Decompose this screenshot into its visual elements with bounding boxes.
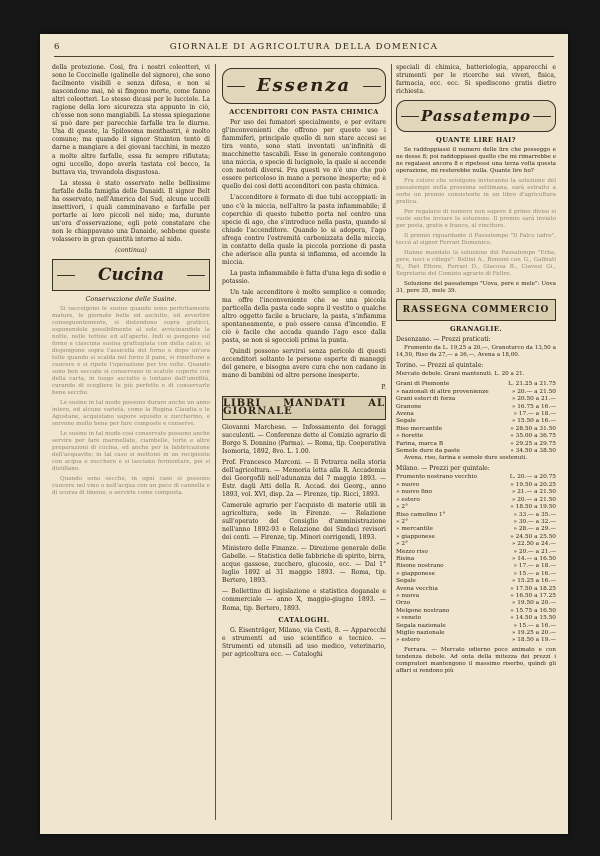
price-row [396,637,556,644]
market-city: Milano. — Prezzi per quintale: [396,465,490,473]
price-range: » 18.50 a 19.— [511,637,556,644]
price-row [396,526,556,533]
commodity-name: » giapponese [396,570,435,577]
commodity-name: » mercantile [396,526,433,533]
price-range: » 21.— a 21.50 [511,489,556,496]
catalog-entry: G. Eisenträger, Milano, via Cesti, 8. — Apparecchi e strumenti ad uso scientifico e tecnico. — Strumenti ed utensili ad uso medico, veterinario, per agricoltura ecc. — Cataloghi [222,626,386,658]
price-row [396,504,556,511]
price-row [396,441,556,448]
column-rule [215,64,216,820]
price-row [396,593,556,600]
price-row [396,404,556,411]
section-banner-rassegna [396,299,556,321]
price-row [396,586,556,593]
price-range: » 19.25 a 20.— [511,630,556,637]
price-row [396,563,556,570]
price-row [396,512,556,519]
ornament-icon [401,116,419,117]
column-rule [391,64,392,820]
banner-title: LIBRI MANDATI AL GIORNALE [223,397,385,417]
price-range: » 33.— a 35.— [513,511,556,518]
market-text: Frumento da L. 19,25 a 20,—, Granoturco da 13,50 a 14,50, Riso da 27,— a 36,—, Avena a 18,00. [396,345,556,359]
price-row [396,426,556,433]
signature: P. [381,383,386,391]
price-range: » 16.75 a 16.— [511,403,556,410]
price-range: » 17.— a 18.— [513,411,556,417]
price-row [396,519,556,526]
price-range: » 15.25 a 16.— [511,578,556,585]
price-table-milano [396,474,556,644]
commodity-name: Mezzo riso [396,548,428,555]
commodity-name: » nazionali di altre provenienze [396,388,489,395]
price-range: » 29.25 a 29.75 [510,440,556,447]
price-range: » 15.75 a 16.50 [510,607,556,614]
price-range: » 18.50 a 19.50 [510,504,556,511]
price-row [396,389,556,396]
price-row [396,623,556,630]
puzzle-text: Se raddoppiassi il numero delle lire che posseggo e ne desse 8; poi raddoppiassi quello che mi rimarrebbe e ne regalassi ancora 8 e ripetessi una terza volta questa operazione, mi resterebbe nulla. Quante lire ho? [396,147,556,175]
price-row [396,556,556,563]
market-city: Desenzano. — Prezzi praticati: [396,336,491,344]
column-1 [52,64,210,824]
price-range: » 17.50 a 18.25 [510,585,556,592]
commodity-name: » 2° [396,541,408,548]
commodity-name: » nuovo [396,481,420,488]
price-row [396,474,556,481]
article-text: speciali di chimica, batteriologia, apparecchi e strumenti per le ricerche sui viveri, fisica, farmacia, ecc. ecc. Si spediscono gratis dietro richiesta. [396,64,556,96]
price-row [396,615,556,622]
price-range: » 20.— a 21.50 [511,388,556,395]
article-text: Si raccolgono le susine quando sono perfettamente mature, le giornate belle ed asciutte, ed avvertire conseguentemente, si distendono sopra graticci, esponendole possibilmente al sole avvicinandole la notte, nelle tettoie ed all'aperto. Indi si pongono sul forno e ciascuna susina grattugiata con della calce, si dispongono sopra l'assicella del forno e dopo un'ora tolte quando si scalda nel forno il pane, si rimettono a cuocere e si ripete l'operazione per tre volte. Quando sono ben seccate si conservano in scatole coperte con della carta, in luogo asciutto e lontano dall'umidità, curando di scegliere le più perfette e di conservarle bene secche. [52,306,210,397]
market-text: Ferrara. — Mercato odierno poco animato e con tendenza debole. Ad onta della mitezza dei prezzi i compratori mantengono il massimo riserbo, quindi gli affari si rendono più [396,646,556,674]
article-text: La stessa è stato osservato nelle bellissime farfalle della famiglia delle Danaidi. Il signor Belt ha osservato, nell'America del Sud, alcune uccelli insettivori, i quali camminavano e farfalle per portarle ai loro piccoli nel nido; ma, durante un'ora d'osservazione, egli potè constatare che non le chiappavano una Danaide, sebbene queste volassero in gran quantità intorno al nido. [52,179,210,243]
price-row [396,630,556,637]
price-row [396,482,556,489]
book-entry: Prof. Francesco Marconi. — Il Petrarca nella storia dell'agricoltura. — Memoria letta alla R. Accademia dei Georgofili nell'adunanza del 7 maggio 1893. — Estr. dagli Atti della R. Accad. dei Georg., anno 1893, vol. XVI, disp. 2a — Firenze, tip. Ricci, 1893. [222,458,386,498]
article-text: Quindi possono servirsi senza pericolo di questi accenditori soltanto le persone esperte di maneggi del genere, e bisogna avere cura che non cadano in mano di bambini od altre persone inesperte. [222,348,386,380]
commodity-name: Riso mercantile [396,425,443,432]
running-title: GIORNALE DI AGRICOLTURA DELLA DOMENICA [169,42,439,52]
price-range: » 20.— a 21.— [513,548,556,555]
book-entry: Camerale agrario per l'acquisto di materie utili in agricoltura, sede in Firenze. — Relazione sull'operato del Consiglio d'amministrazione nell'anno 1892-93 e Relazione dei Sindaci revisori dei conti. — Firenze, tip. Minori corrigendi, 1893. [222,501,386,542]
section-subhead: Conservazione delle Susine. [85,295,177,304]
price-table-torino [396,381,556,455]
commodity-name: Grani di Piemonte [396,381,450,388]
price-range: » 14.— a 16.50 [511,555,556,562]
price-row [396,549,556,556]
commodity-name: Risina [396,555,415,562]
running-header [54,42,554,57]
price-row [396,578,556,585]
commodity-name: Granone [396,403,422,410]
price-row [396,497,556,504]
price-range: » 14.50 a 15.50 [510,615,556,622]
commodity-name: Melgone nostrano [396,607,450,614]
ornament-icon [363,86,381,87]
price-range: » 19.50 a 20.25 [510,481,556,488]
puzzle-text: Fra coloro che sciolgono invieranno la soluzione del passatempo nella prossima settimana, sarà estratto a sorte un premio consistente in un libro d'agricoltura pratica. [396,178,556,206]
price-range: » 16.50 a 17.25 [510,592,556,599]
ornament-icon [57,275,75,276]
article-text: Le susine in tal modo possono durare anche un anno intero, ed alcune varietà, come la Regina Claudia e le Agostane, acquistano sapore squisito e zuccherino, e servono molto bene per fare composte e conserve. [52,400,210,428]
banner-title: Essenza [256,74,352,96]
price-range: L. 20.— a 20.75 [509,474,556,481]
market-city: Torino. — Prezzi al quintale: [396,362,484,370]
price-range: » 19.50 a 20.— [511,600,556,607]
price-row [396,534,556,541]
price-range: L. 21.25 a 21.75 [508,381,556,388]
price-range: » 15.— a 16.— [513,570,556,577]
section-banner-essenza [222,68,386,104]
commodity-name: Segale [396,418,416,425]
commodity-name: Risone nostrano [396,563,444,570]
column-3 [396,64,556,824]
continua-note: (continua) [115,247,147,255]
section-banner-passatempo [396,100,556,132]
puzzle-heading: QUANTE LIRE HAI? [436,136,516,145]
commodity-name: » nuovo fino [396,489,433,496]
price-row [396,571,556,578]
article-text: Quando sono secche, in ogni caso si possono cuocere nel vino o nell'acqua con un poco di cannella e di scorza di limone, e servirle come composta. [52,476,210,497]
price-range: » 28.— a 29.— [513,526,556,533]
banner-title: Passatempo [420,107,532,126]
commodity-name: Segale [396,578,416,585]
price-range: » 35.00 a 36.75 [510,433,556,440]
commodity-name: Grani esteri di forza [396,396,456,403]
price-range: » 20.— a 21.50 [511,496,556,503]
article-text: della protezione. Così, fra i nostri coleotteri, vi sono le Coccinelle (galinelle del signore), che sono facilmente visibili e senza difesa, e non si nascondono mai, nè si fingono morte, come fanno altri coleotteri. Lo stesso dicasi per le lucciole. La ragione della loro sicurezza sta appunto in ciò, ch'esse non sono mangiabili. La stessa spiegazione si può dare per parecchie farfalle tra le diurne. Una di queste, la Spilosoma menthastri, è molto comune; ma quando il signor Stainton tentò di darne a mangiare a dei giovani tacchini, in mezzo a molte altre farfalle, essa fu sempre rifiutata; ogni uccello, dopo averla tastata col becco, la buttava via, trovandola disgustosa. [52,64,210,176]
price-range: » 17.— a 18.— [513,563,556,570]
price-row [396,396,556,403]
ornament-icon [187,275,205,276]
article-text: Le susine in tal modo così conservate possono anche servire per fare marmellate, ciambelle, torte e altre preparazioni di cucina, ed anche per la fabbricazione dell'acquavite; in tal caso si mettono in un recipiente con acqua e zucchero e si lasciano fermentare, poi si distillano. [52,431,210,473]
article-text: La pasta infiammabile è fatta d'una lega di sodio e potassio. [222,269,386,285]
commodity-name: Miglio nazionale [396,630,445,637]
commodity-name: » nuova [396,592,420,599]
newspaper-page [40,34,568,834]
market-text: Avena, riso, farina e semole dure sostenuti. [404,455,528,462]
article-text: Per uso dei fumatori specialmente, e per evitare gl'inconvenienti che offrono per questo uso i fiammiferi, principale quello di non stare accesi se tira vento, sono stati inventati un'infinità di macchinette tascabili. Esse in generale contengono una miccia, o specie di lucignolo, la quale si accende con metodi diversi. Fra questi ve n'è uno che può essere pericoloso in mano a persone inesperte; ed è quello dei così detti accenditori con pasta chimica. [222,119,386,191]
price-row [396,381,556,388]
commodity-name: » fiorette [396,433,424,440]
commodity-name: Segala nazionale [396,622,446,629]
price-range: » 30.— a 32.— [513,518,556,525]
commodity-name: Avena vecchia [396,585,438,592]
commodity-name: Avena [396,411,414,417]
article-heading: ACCENDITORI CON PASTA CHIMICA [229,108,379,116]
article-text: Un tale accenditore è molto semplice e comodo; ma offre l'inconveniente che se una piccola particella della pasta cade sopra il vestito o qualche altro oggetto facile a bruciare, la pasta, s'infiamma spontaneamente, e può essere causa d'incendio. E ciò è facile che accada quando l'ago esce dalla pasta, se non si sgoccioli prima la punta. [222,288,386,345]
commodity-name: Semole dure da paste [396,448,460,455]
section-banner-cucina [52,259,210,291]
banner-title: Cucina [97,265,165,286]
price-row [396,608,556,615]
price-row [396,600,556,607]
book-entry: Giovanni Marchese. — Infossamento dei foraggi succulenti. — Conferenze dette al Comizio agrario di Borgo S. Donnino (Parma). — Roma, tip. Cooperativa Isomoria, 1892, 8vo. L. 1.00. [222,423,386,455]
book-entry: — Bollettino di legislazione e statistica doganale e commerciale — anno X, maggio-giugno 1893. — Roma, tip. Bertero, 1893. [222,588,386,612]
price-range: » 15.50 a 16.— [511,418,556,425]
article-text: L'accenditore è formato di due tubi accoppiati: in uno c'è la miccia, nell'altro la pasta infiammabile; il coperchio di questo tubetto porta nel centro una specie di ago, che s'introduce nella pasta, quando si chiude l'accenditore. Quando lo si adopera, l'ago sfrega contro l'estremità carbonizzata della miccia, in contatto della quale la piccola porzione di pasta che aderisce alla punta si infiamma, ed accende la miccia. [222,194,386,266]
puzzle-text: Per regalarsi di numero non sapere il primo diviso si vuole anche inviare la soluzione. Il premio sarà inviato per posta, gratis e franco, al vincitore. [396,209,556,230]
page-number: 6 [54,42,60,52]
price-range: » 20.50 a 21.— [511,396,556,403]
puzzle-text: Il premio riguardante il Passatempo "Il Falco ladro", toccò al signor Ferrari Domenico. [396,233,556,247]
section-banner-libri [222,396,386,420]
price-row [396,411,556,418]
commodity-name: » estero [396,496,420,503]
market-text: Mercato debole. Grani mantenuti. L. 20 a 21. [396,371,525,378]
price-range: » 24.50 a 25.50 [510,533,556,540]
book-entry: Ministero delle Finanze. — Direzione generale delle Gabelle. — Statistica delle fabbriche di spirito, birra, acque gassose, zucchero, glucosio, ecc. — Dal 1° luglio 1892 al 31 maggio 1893. — Roma, tip. Bertero, 1893. [222,545,386,585]
ornament-icon [533,116,551,117]
price-row [396,541,556,548]
ornament-icon [227,86,245,87]
commodity-name: » veneto [396,615,422,622]
price-row [396,489,556,496]
column-2 [222,64,386,824]
price-range: » 15.— a 16.— [513,622,556,629]
commodity-name: Frumento nostrano vecchio [396,474,477,481]
commodity-name: Riso camolino 1° [396,511,446,518]
commodity-name: » 2° [396,518,408,525]
commodity-name: Orzo [396,600,411,607]
puzzle-solution: Soluzione del passatempo "Uova, pere e mele": Uova 31, pere 35, mele 39. [396,281,556,295]
puzzle-text: Hanno mandato la soluzione del Passatempo "Erba, pere, noci e ciliege": Bellini A., Bonomi cav. G., Galbiati N., Pari Ettore, Ferrari D., Giacosa B., Ciavesi Gi., Segretario del Comizio agrario di Feltre. [396,250,556,278]
price-row [396,448,556,455]
commodity-name: Farina, marca B [396,440,444,447]
granaglie-heading: GRANAGLIE. [449,325,503,334]
banner-title: RASSEGNA COMMERCIO [402,305,550,316]
price-row [396,433,556,440]
commodity-name: » giapponese [396,533,435,540]
commodity-name: » estero [396,637,420,644]
cataloghi-heading: CATALOGHI. [278,615,330,624]
price-range: » 28.50 a 31.50 [510,425,556,432]
price-range: » 34.50 a 38.50 [510,448,556,455]
price-row [396,418,556,425]
commodity-name: » 2° [396,504,408,511]
price-range: » 22.50 a 24.— [511,541,556,548]
